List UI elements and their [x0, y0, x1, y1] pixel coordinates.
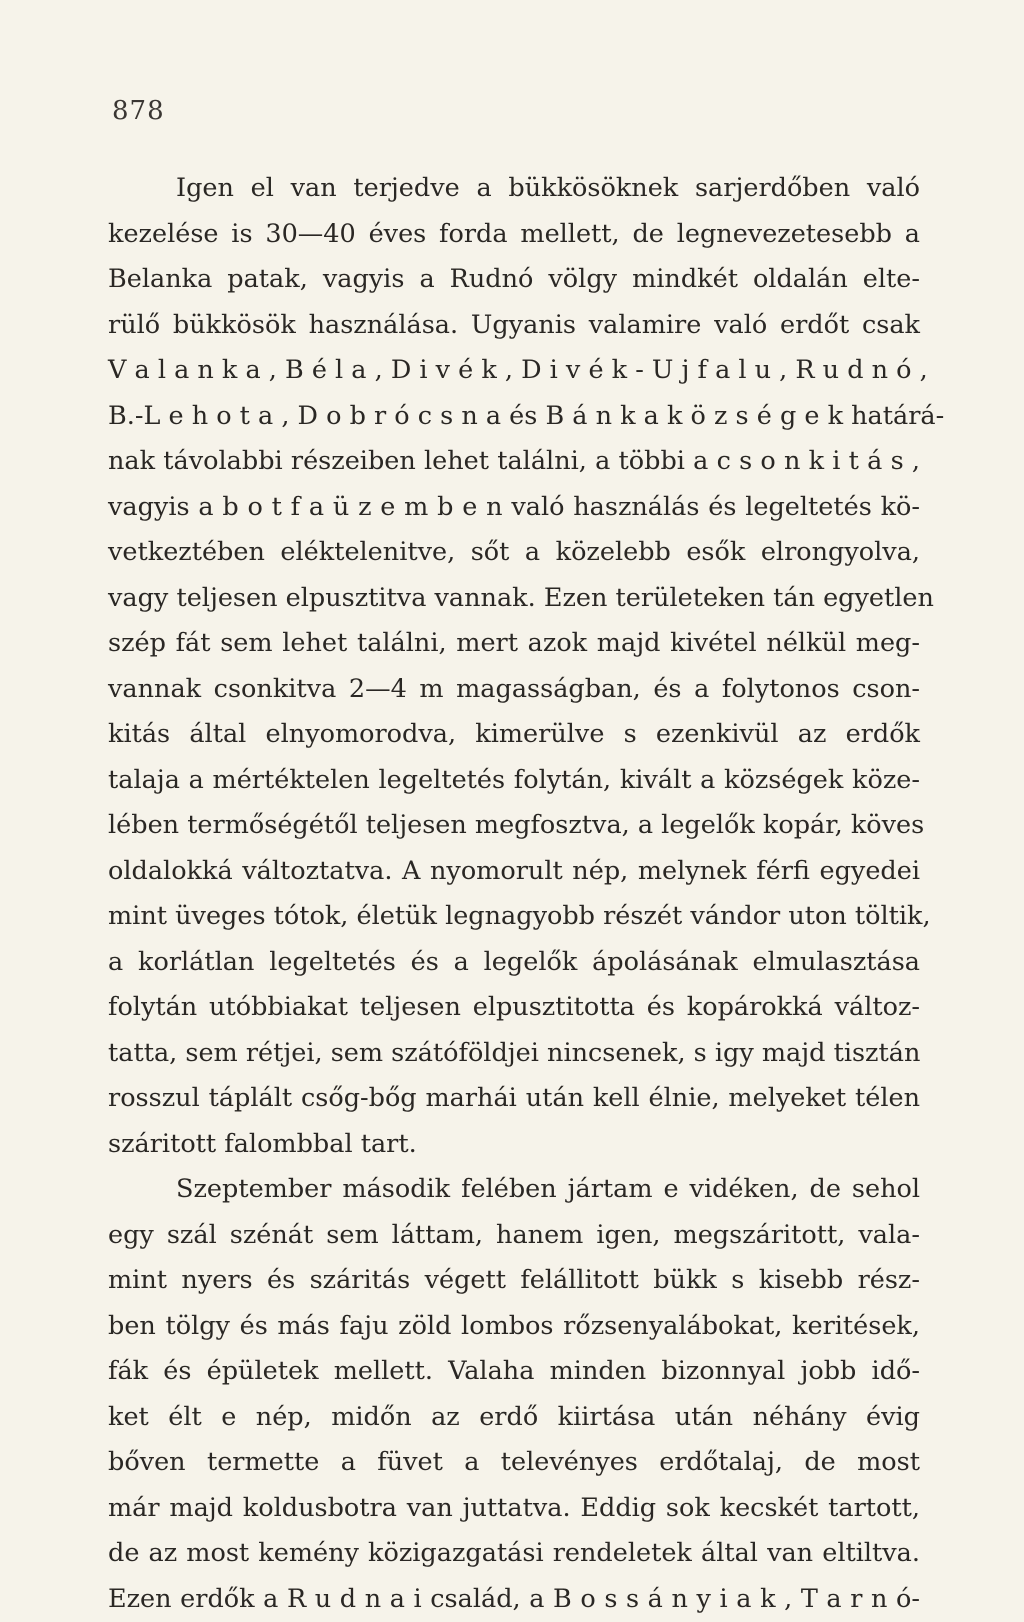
- text-line: vetkeztében eléktelenitve, sőt a közelebb esők elrongyolva,: [108, 530, 920, 576]
- text-line: a korlátlan legeltetés és a legelők ápolásának elmulasztása: [108, 940, 920, 986]
- text-line: vannak csonkitva 2—4 m magasságban, és a folytonos cson-: [108, 667, 920, 713]
- text-line: vagy teljesen elpusztitva vannak. Ezen területeken tán egyetlen: [108, 576, 920, 622]
- text-line: B.-L e h o t a , D o b r ó c s n a és B á n k a k ö z s é g e k határá-: [108, 394, 920, 440]
- body-text: [108, 166, 920, 1622]
- text-line: Belanka patak, vagyis a Rudnó völgy mindkét oldalán elte-: [108, 257, 920, 303]
- text-line: vagyis a b o t f a ü z e m b e n való használás és legeltetés kö-: [108, 485, 920, 531]
- text-line: kezelése is 30—40 éves forda mellett, de legnevezetesebb a: [108, 212, 920, 258]
- text-line: ben tölgy és más faju zöld lombos rőzsenyalábokat, keritések,: [108, 1304, 920, 1350]
- text-line: rülő bükkösök használása. Ugyanis valamire való erdőt csak: [108, 303, 920, 349]
- text-line: nak távolabbi részeiben lehet találni, a többi a c s o n k i t á s ,: [108, 439, 920, 485]
- text-line: Igen el van terjedve a bükkösöknek sarjerdőben való: [108, 166, 920, 212]
- page-number: 878: [112, 96, 165, 126]
- text-line: száritott falombbal tart.: [108, 1122, 920, 1168]
- text-line: bőven termette a füvet a televényes erdőtalaj, de most: [108, 1440, 920, 1486]
- text-line: de az most kemény közigazgatási rendeletek által van eltiltva.: [108, 1531, 920, 1577]
- text-line: már majd koldusbotra van juttatva. Eddig sok kecskét tartott,: [108, 1486, 920, 1532]
- text-line: tatta, sem rétjei, sem szátóföldjei nincsenek, s igy majd tisztán: [108, 1031, 920, 1077]
- text-line: rosszul táplált csőg-bőg marhái után kell élnie, melyeket télen: [108, 1076, 920, 1122]
- text-line: Szeptember második felében jártam e vidéken, de sehol: [108, 1167, 920, 1213]
- text-line: egy szál szénát sem láttam, hanem igen, megszáritott, vala-: [108, 1213, 920, 1259]
- text-line: ket élt e nép, midőn az erdő kiirtása után néhány évig: [108, 1395, 920, 1441]
- text-line: mint nyers és száritás végett felállitott bükk s kisebb rész-: [108, 1258, 920, 1304]
- text-line: fák és épületek mellett. Valaha minden bizonnyal jobb idő-: [108, 1349, 920, 1395]
- text-line: kitás által elnyomorodva, kimerülve s ezenkivül az erdők: [108, 712, 920, 758]
- text-line: Ezen erdők a R u d n a i család, a B o s s á n y i a k , T a r n ó-: [108, 1577, 920, 1622]
- text-line: szép fát sem lehet találni, mert azok majd kivétel nélkül meg-: [108, 621, 920, 667]
- text-line: folytán utóbbiakat teljesen elpusztitotta és kopárokká változ-: [108, 985, 920, 1031]
- text-line: V a l a n k a , B é l a , D i v é k , D i v é k - U j f a l u , R u d n ó ,: [108, 348, 920, 394]
- text-line: talaja a mértéktelen legeltetés folytán, kivált a községek köze-: [108, 758, 920, 804]
- text-line: mint üveges tótok, életük legnagyobb részét vándor uton töltik,: [108, 894, 920, 940]
- text-line: oldalokká változtatva. A nyomorult nép, melynek férfi egyedei: [108, 849, 920, 895]
- text-line: lében termőségétől teljesen megfosztva, a legelők kopár, köves: [108, 803, 920, 849]
